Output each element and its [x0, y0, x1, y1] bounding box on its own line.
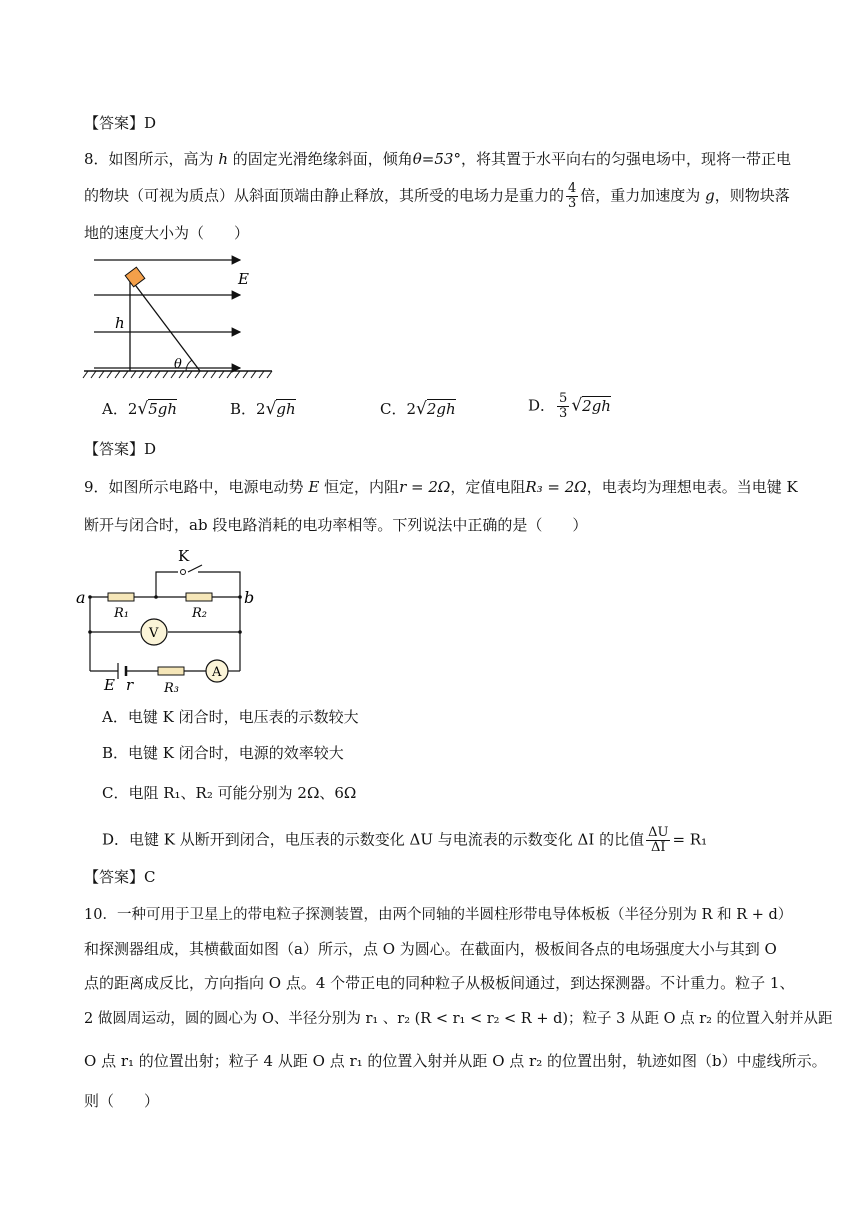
switch-pivot: [181, 570, 186, 575]
q9-text: 9．如图所示电路中，电源电动势: [84, 478, 309, 496]
option-radicand: gh: [276, 400, 296, 418]
q8-line-1: [84, 148, 790, 170]
optD-fraction: [646, 826, 670, 855]
q8-option-d[interactable]: [528, 392, 611, 421]
q8-line-2: [84, 182, 790, 211]
option-label: C．: [380, 400, 407, 418]
q10-line-2: 和探测器组成，其横截面如图（a）所示，点 O 为圆心。在截面内，极板间各点的电场强度大小与其到 O: [84, 940, 777, 958]
q8-option-a[interactable]: [102, 398, 177, 420]
option-label: D．: [528, 396, 556, 415]
q8-text: ，将其置于水平向右的匀强电场中，现将一带正电: [460, 150, 791, 168]
q9-option-d[interactable]: [102, 826, 707, 855]
label-R2: R₂: [192, 606, 207, 621]
block: [125, 267, 145, 287]
frac-den: ΔI: [650, 840, 666, 855]
label-R1: R₁: [114, 606, 129, 621]
frac-den: 3: [568, 196, 577, 211]
q9-option-a[interactable]: A．电键 K 闭合时，电压表的示数较大: [102, 708, 359, 726]
frac-den: 3: [559, 406, 568, 421]
option-radicand: 5gh: [148, 400, 178, 418]
option-coef: 2: [256, 400, 266, 418]
answer-8: 【答案】D: [84, 440, 157, 458]
option-coef: 2: [127, 400, 138, 418]
q9-option-b[interactable]: B．电键 K 闭合时，电源的效率较大: [102, 744, 344, 762]
resistor-R2: [186, 593, 212, 601]
frac-num: 4: [568, 181, 577, 196]
q8-figure: [80, 250, 280, 380]
q9-text: ，定值电阻: [450, 478, 526, 496]
label-a: a: [76, 588, 86, 607]
frac-num: ΔU: [648, 825, 669, 840]
q10-line-3: 点的距离成反比，方向指向 O 点。4 个带正电的同种粒子从极板间通过，到达探测器。不计重力。粒子 1、: [84, 974, 795, 992]
q10-line-4: 2 做圆周运动，圆的圆心为 O、半径分别为 r₁ 、r₂ (R < r₁ < r₂ < R + d)；粒子 3 从距 O 点 r₂ 的位置入射并从距: [84, 1011, 833, 1027]
q8-line-3: 地的速度大小为（ ）: [84, 224, 250, 242]
q8-option-c[interactable]: [380, 398, 456, 420]
q9-text: 恒定，内阻: [319, 478, 400, 496]
q9-option-c[interactable]: C．电阻 R₁、R₂ 可能分别为 2Ω、6Ω: [102, 784, 357, 802]
q9-line-1: [84, 476, 798, 498]
q8-option-b[interactable]: [230, 398, 296, 420]
q10-line-1: 10．一种可用于卫星上的带电粒子探测装置，由两个同轴的半圆柱形带电导体板板（半径分别为 R 和 R + d）: [84, 907, 793, 923]
label-R3: R₃: [164, 681, 179, 695]
option-label: B．: [230, 400, 257, 418]
option-text: D．电键 K 从断开到闭合，电压表的示数变化 ΔU 与电流表的示数变化 ΔI 的比值: [102, 830, 645, 849]
q8-text: 的物块（可视为质点）从斜面顶端由静止释放，其所受的电场力是重力的: [84, 186, 565, 205]
answer-9: 【答案】C: [84, 868, 156, 886]
q9-var-E: E: [308, 478, 320, 496]
frac-num: 5: [559, 391, 568, 406]
switch-blade: [188, 565, 202, 572]
label-K: K: [178, 547, 190, 565]
resistor-R1: [108, 593, 134, 601]
q8-theta: θ=53°: [412, 150, 461, 168]
label-h: h: [115, 314, 125, 332]
label-r: r: [126, 676, 134, 694]
q9-line-2: 断开与闭合时，ab 段电路消耗的电功率相等。下列说法中正确的是（ ）: [84, 516, 588, 534]
q9-R3: R₃ = 2Ω: [525, 478, 587, 496]
incline: [130, 278, 200, 371]
label-E: E: [104, 676, 115, 694]
label-V: V: [149, 626, 159, 641]
label-theta: θ: [174, 357, 182, 372]
option-fraction: [557, 392, 569, 421]
sqrt-icon: √: [265, 399, 277, 419]
q9-text: ，电表均为理想电表。当电键 K: [586, 478, 798, 496]
option-label: A．: [102, 400, 128, 418]
theta-arc: [186, 360, 192, 371]
q9-r: r = 2Ω: [399, 478, 451, 496]
label-b: b: [244, 588, 255, 607]
q8-text: 8．如图所示，高为: [84, 150, 219, 168]
option-radicand: 2gh: [582, 396, 611, 415]
q8-text: 的固定光滑绝缘斜面，倾角: [227, 150, 413, 168]
label-E: E: [238, 270, 249, 288]
label-A: A: [212, 665, 222, 680]
option-radicand: 2gh: [426, 400, 456, 418]
sqrt-icon: √: [571, 395, 583, 416]
sqrt-icon: √: [416, 399, 427, 419]
sqrt-icon: √: [137, 399, 149, 419]
q8-fraction: [566, 182, 578, 211]
q10-line-6: 则（ ）: [84, 1092, 160, 1110]
resistor-R3: [158, 667, 184, 675]
answer-7: 【答案】D: [84, 114, 157, 132]
q10-line-5: O 点 r₁ 的位置出射；粒子 4 从距 O 点 r₁ 的位置入射并从距 O 点 r₂ 的位置出射，轨迹如图（b）中虚线所示。: [84, 1052, 827, 1070]
option-coef: 2: [406, 400, 417, 418]
q9-circuit: [74, 545, 274, 695]
q8-text: ，则物块落: [714, 186, 790, 205]
q8-var-h: h: [218, 150, 228, 168]
q8-text: 倍，重力加速度为: [580, 186, 706, 205]
option-tail: = R₁: [672, 830, 708, 849]
q8-var-g: g: [705, 186, 715, 205]
